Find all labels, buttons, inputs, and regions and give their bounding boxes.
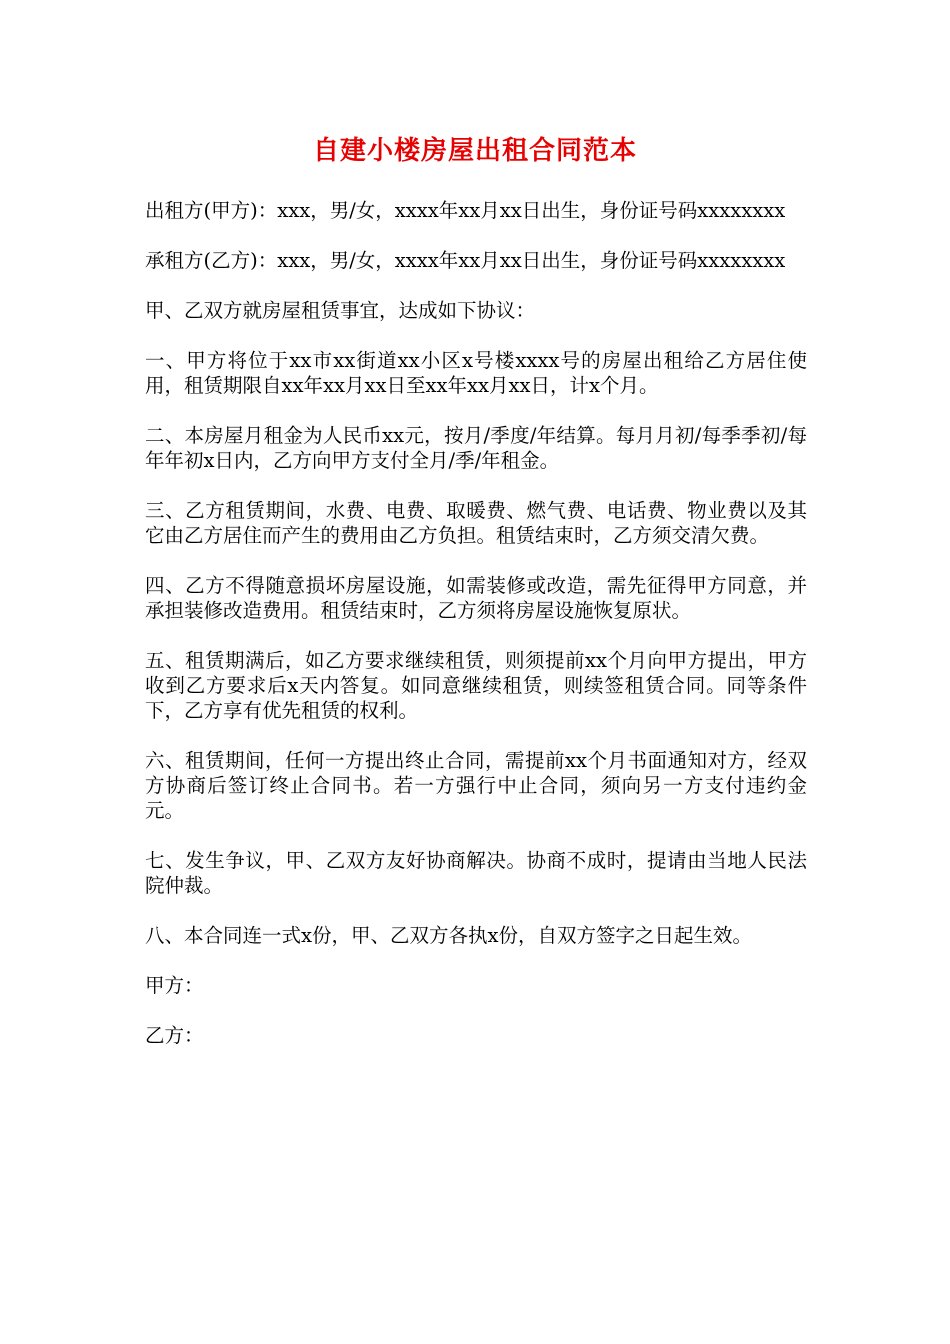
clause-5: 五、租赁期满后，如乙方要求继续租赁，则须提前xx个月向甲方提出，甲方收到乙方要求后x天内答复。如同意继续租赁，则续签租赁合同。同等条件下，乙方享有优先租赁的权利。 — [145, 649, 807, 722]
clause-7: 七、发生争议，甲、乙双方友好协商解决。协商不成时，提请由当地人民法院仲裁。 — [145, 849, 807, 897]
party-b-info: 承租方(乙方)：xxx，男/女，xxxx年xx月xx日出生，身份证号码xxxxxxxx — [145, 249, 786, 272]
document-title: 自建小楼房屋出租合同范本 — [312, 136, 637, 166]
clause-3: 三、乙方租赁期间，水费、电费、取暖费、燃气费、电话费、物业费以及其它由乙方居住而产生的费用由乙方负担。租赁结束时，乙方须交清欠费。 — [145, 499, 807, 547]
party-b-signature: 乙方： — [145, 1024, 204, 1047]
party-a-info: 出租方(甲方)：xxx，男/女，xxxx年xx月xx日出生，身份证号码xxxxxxxx — [145, 199, 786, 222]
document-body — [145, 198, 807, 1073]
clause-6: 六、租赁期间，任何一方提出终止合同，需提前xx个月书面通知对方，经双方协商后签订终止合同书。若一方强行中止合同，须向另一方支付违约金 元。 — [145, 749, 807, 822]
clause-1: 一、甲方将位于xx市xx街道xx小区x号楼xxxx号的房屋出租给乙方居住使用，租赁期限自xx年xx月xx日至xx年xx月xx日，计x个月。 — [145, 349, 807, 397]
party-a-signature: 甲方： — [145, 974, 204, 997]
agreement-intro: 甲、乙双方就房屋租赁事宜，达成如下协议： — [145, 299, 536, 322]
clause-8: 八、本合同连一式x份，甲、乙双方各执x份，自双方签字之日起生效。 — [145, 924, 752, 947]
clause-4: 四、乙方不得随意损坏房屋设施，如需装修或改造，需先征得甲方同意，并承担装修改造费用。租赁结束时，乙方须将房屋设施恢复原状。 — [145, 574, 807, 622]
clause-2: 二、本房屋月租金为人民币xx元，按月/季度/年结算。每月月初/每季季初/每年年初x日内，乙方向甲方支付全月/季/年租金。 — [145, 424, 807, 472]
